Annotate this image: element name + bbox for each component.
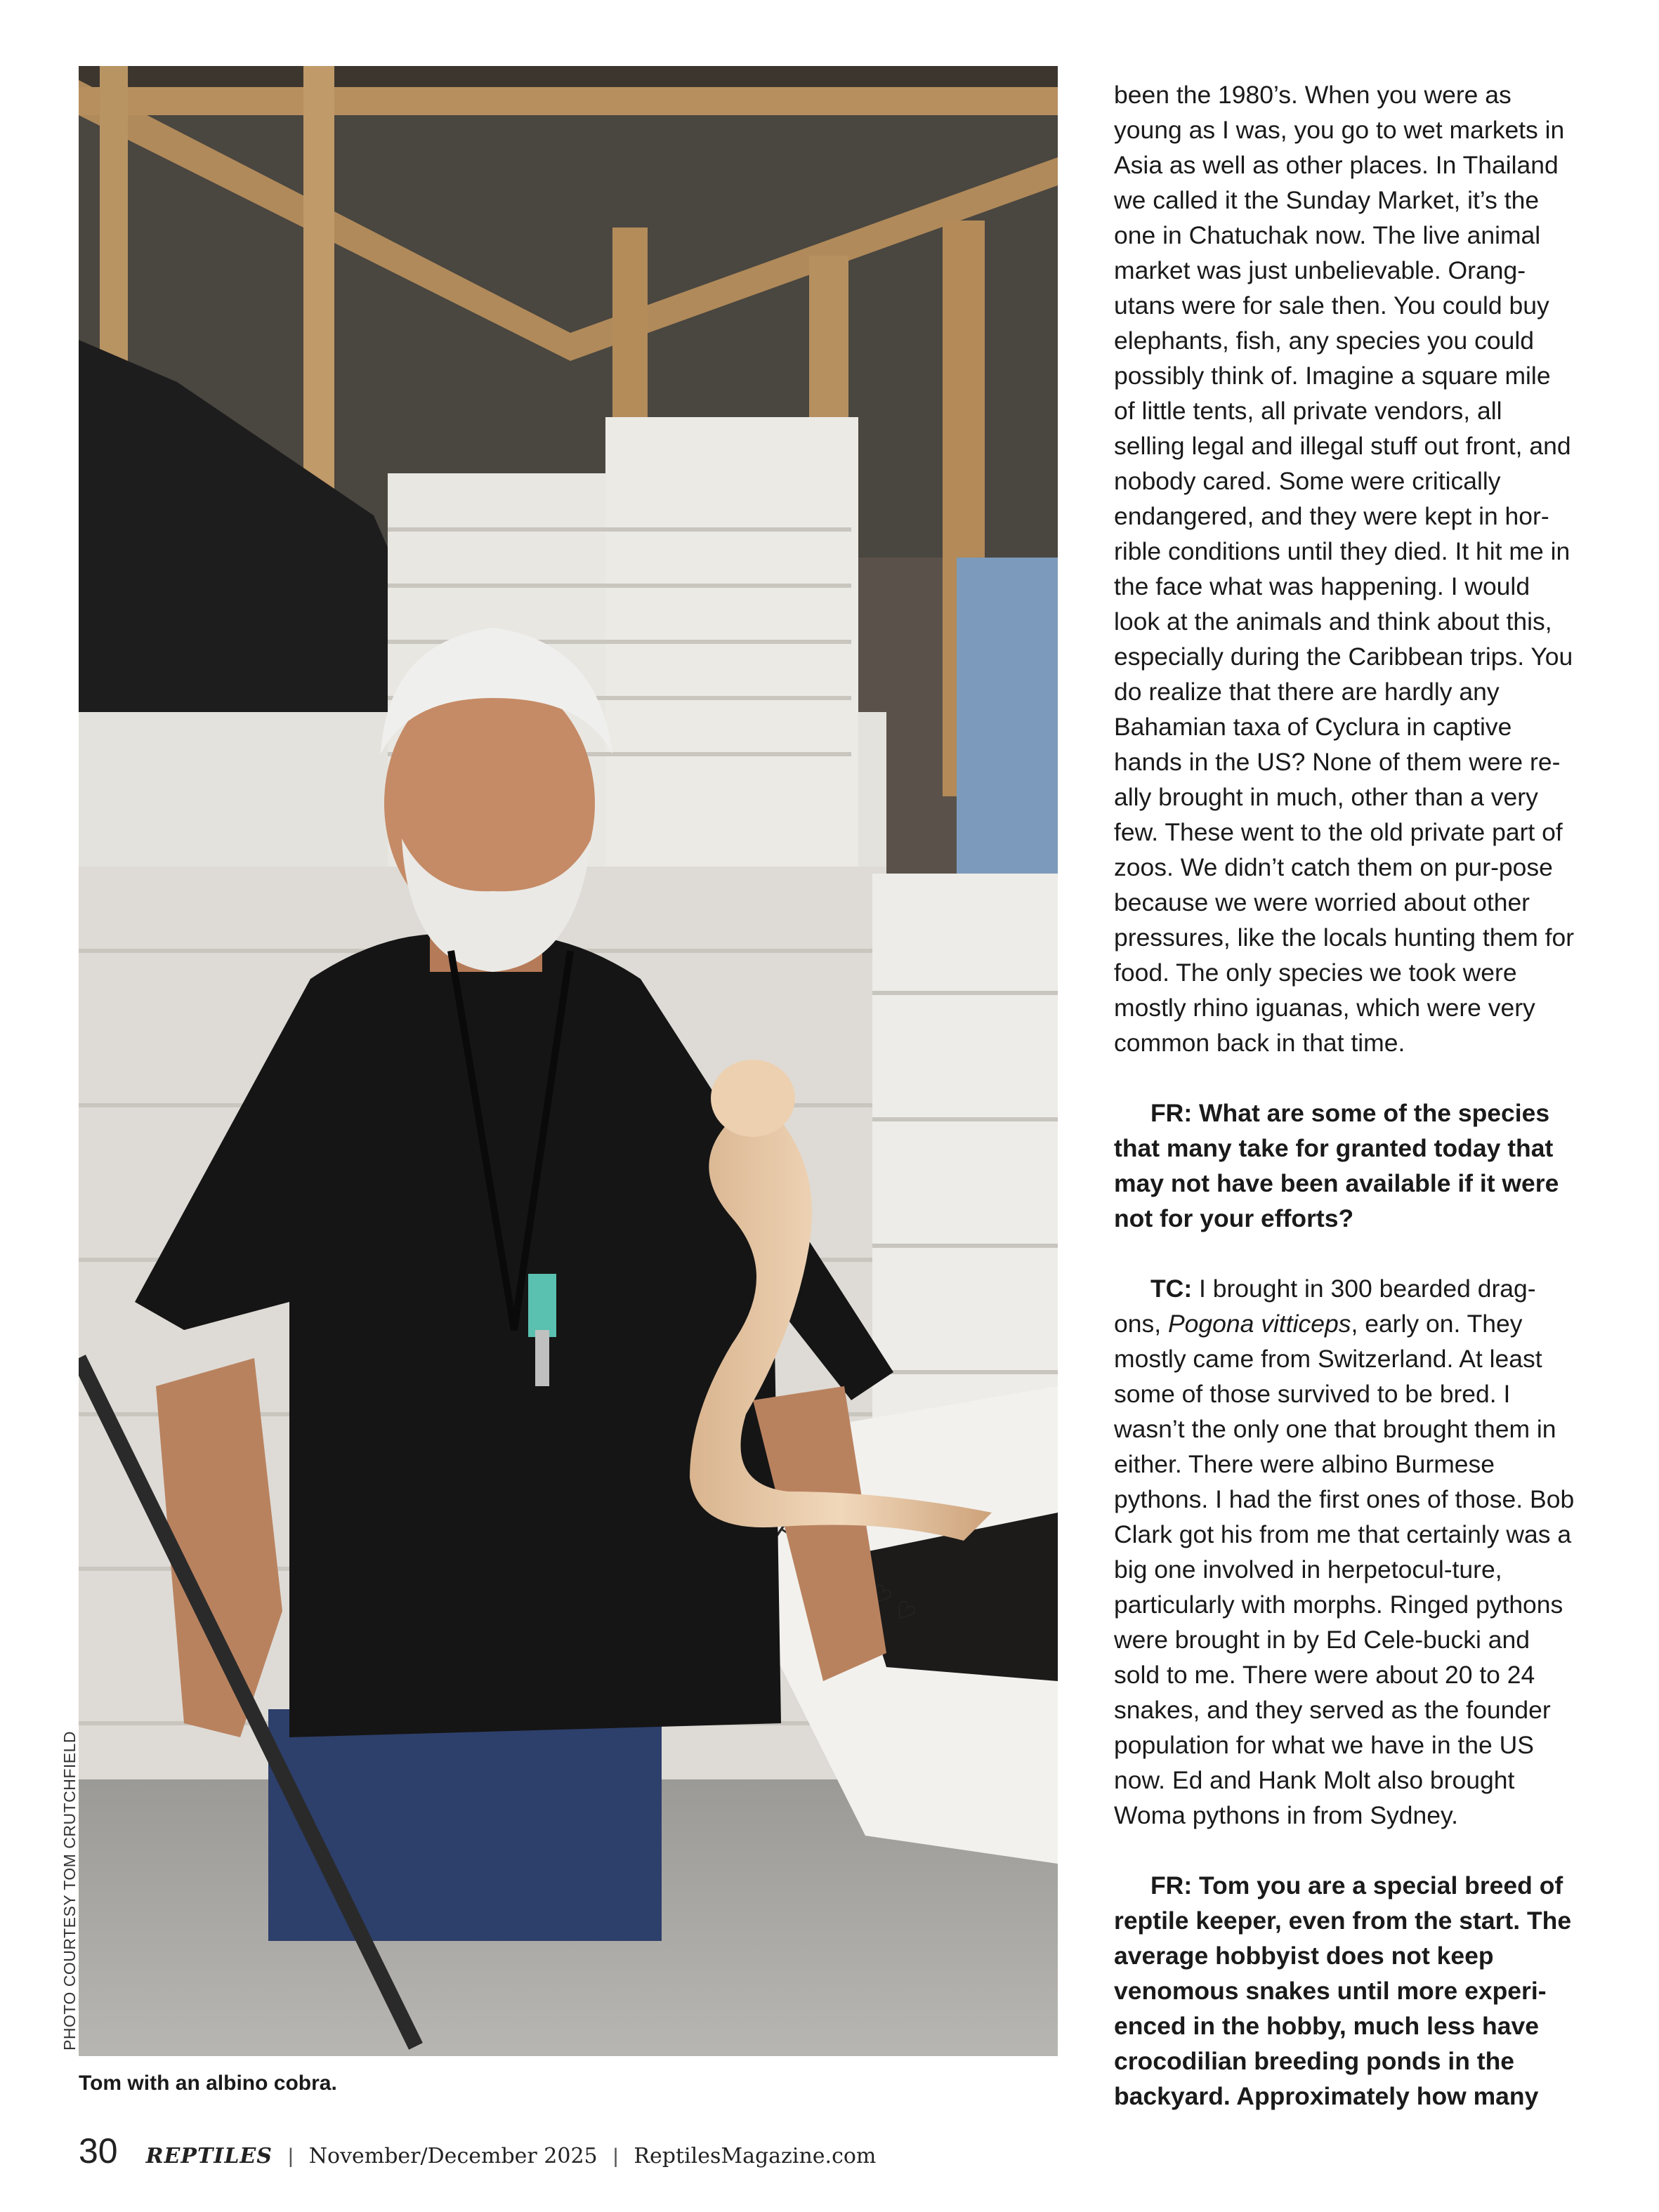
photo-caption: Tom with an albino cobra. (79, 2072, 337, 2095)
magazine-name: REPTILES (145, 2144, 273, 2168)
article-column (1114, 77, 1578, 2114)
footer-separator: | (287, 2145, 294, 2168)
photo-illustration (79, 66, 1058, 2056)
question-1: FR: What are some of the species that many take for granted today that may not have been available if it were not for your efforts? (1114, 1099, 1559, 1232)
species-name: Pogona vitticeps (1167, 1310, 1351, 1338)
box-label: ♡ ♡ (863, 1578, 922, 1630)
cover-photo (79, 66, 1058, 2056)
photo-credit: PHOTO COURTESY TOM CRUTCHFIELD (60, 1730, 79, 2050)
speaker-label: TC: (1150, 1275, 1193, 1303)
website-link[interactable]: ReptilesMagazine.com (634, 2144, 877, 2168)
page-footer (79, 2131, 876, 2173)
article-paragraph-continued: been the 1980’s. When you were as young as I was, you go to wet markets in Asia as well as other places. In Thailand we called it the Sunday Market, it’s the one in Chatuchak now. The live animal market was just unbelievable. Orang-utans were for sale then. You could buy elephants, fish, any species you could possibly think of. Imagine a square mile of little tents, all private vendors, all selling legal and illegal stuff out front, and nobody cared. Some were critically endangered, and they were kept in hor-rible conditions until they died. It hit me in the face what was happening. I would look at the animals and think about this, especially during the Caribbean trips. You do realize that there are hardly any Bahamian taxa of Cyclura in captive hands in the US? None of them were re-ally brought in much, other than a very few. These went to the old private part of zoos. We didn’t catch them on pur-pose because we were worried about other pressures, like the locals hunting them for food. The only species we took were mostly rhino iguanas, which were very common back in that time. (1114, 81, 1575, 1057)
page-number: 30 (79, 2131, 118, 2171)
answer-1-text-start: I brought in 300 bearded drag-ons, (1114, 1275, 1536, 1338)
answer-1-text-end: , early on. They mostly came from Switzerland. At least some of those survived to be bred. I wasn’t the only one that brought them in either. There were albino Burmese pythons. I had the first ones of those. Bob Clark got his from me that certainly was a big one involved in herpetocul-ture, particularly with morphs. Ringed pythons were brought in by Ed Cele-bucki and sold to me. There were about 20 to 24 snakes, and they served as the founder population for what we have in the US now. Ed and Hank Molt also brought Woma pythons in from Sydney. (1114, 1310, 1575, 1829)
question-2: FR: Tom you are a special breed of reptile keeper, even from the start. The average hobbyist does not keep venomous snakes until more experi-enced in the hobby, much less have crocodilian breeding ponds in the backyard. Approximately how many (1114, 1871, 1572, 2110)
issue-date: November/December 2025 (308, 2144, 598, 2168)
footer-separator: | (612, 2145, 619, 2168)
answer-1 (1114, 1271, 1578, 1833)
